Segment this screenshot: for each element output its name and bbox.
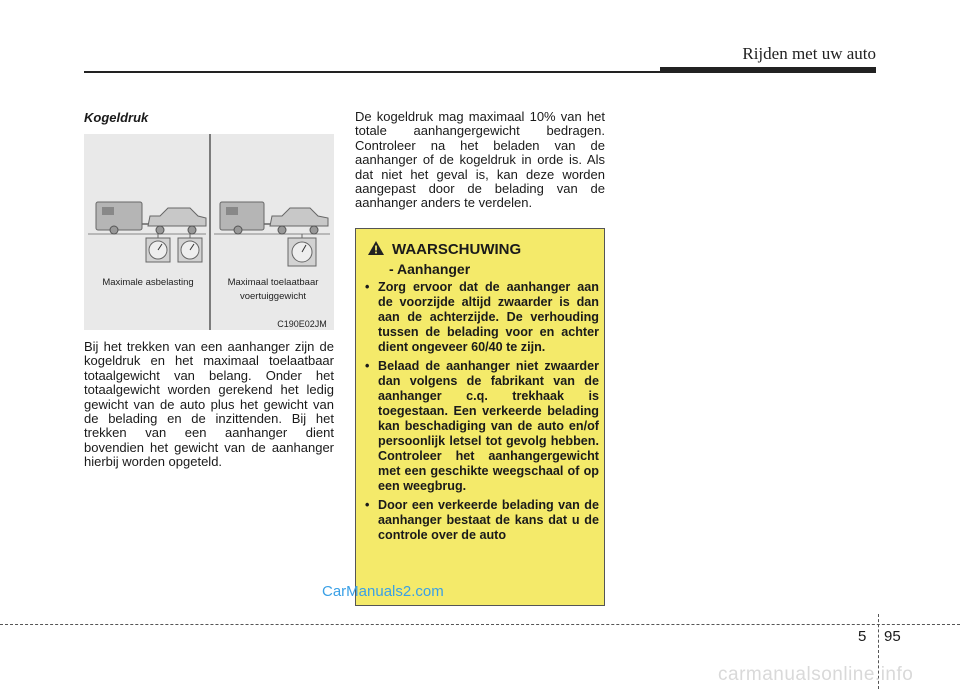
body-text-left: Bij het trekken van een aanhanger zijn de kogeldruk en het maximaal toelaatbaar totaalgewicht van belang. Onder het totaalgewicht worden gerekend het ledig gewicht van de auto plus het gewicht van de belading en de inzittenden. Bij het trekken van een aanhanger dient bovendien het gewicht van de aanhanger hierbij worden opgeteld. (84, 339, 334, 470)
warning-triangle-icon (367, 240, 385, 256)
carmanuals-watermark: CarManuals2.com (322, 583, 444, 600)
warning-list (365, 280, 599, 547)
footer-rule (0, 624, 960, 625)
warning-box (355, 228, 605, 606)
page-number: 95 (884, 628, 901, 645)
page-header-title: Rijden met uw auto (742, 44, 876, 63)
section-title: Kogeldruk (84, 110, 149, 125)
warning-subtitle: - Aanhanger (389, 261, 471, 277)
warning-item: • Zorg ervoor dat de aanhanger aan de voorzijde altijd zwaarder is dan aan de achterzijde. De verhouding tussen de belading voor en achter dient ongeveer 60/40 te zijn. (365, 280, 599, 354)
figure-label-max-weight-line1: Maximaal toelaatbaar (227, 277, 319, 288)
trailer-load-figure (84, 134, 334, 330)
site-watermark: carmanualsonline.info (718, 664, 914, 685)
chapter-number: 5 (858, 628, 867, 645)
bullet-icon: • (365, 280, 370, 294)
bullet-icon: • (365, 498, 370, 512)
header-rule-accent (660, 67, 876, 73)
warning-title: WAARSCHUWING (392, 241, 522, 258)
warning-item: • Belaad de aanhanger niet zwaarder dan volgens de fabrikant van de aanhanger c.q. trekhaak is toegestaan. Een verkeerde belading kan beschadiging van de auto en/of persoonlijk letsel tot gevolg hebben. Controleer het aanhangergewicht met een geschikte weegschaal of op een weegbrug. (365, 359, 599, 493)
warning-item: • Door een verkeerde belading van de aanhanger bestaat de kans dat u de controle over de auto (365, 498, 599, 542)
figure-label-axle-load: Maximale asbelasting (102, 277, 194, 288)
body-text-right: De kogeldruk mag maximaal 10% van het totale aanhangergewicht bedragen. Controleer na het beladen van de aanhanger of de kogeldruk in orde is. Als dat niet het geval is, kan deze worden aangepast door de belading van de aanhanger anders te verdelen. (355, 109, 605, 211)
figure-label-max-weight-line2: voertuiggewicht (239, 291, 306, 302)
header-rule (84, 71, 662, 73)
figure-code: C190E02JM (277, 319, 327, 329)
bullet-icon: • (365, 359, 370, 373)
